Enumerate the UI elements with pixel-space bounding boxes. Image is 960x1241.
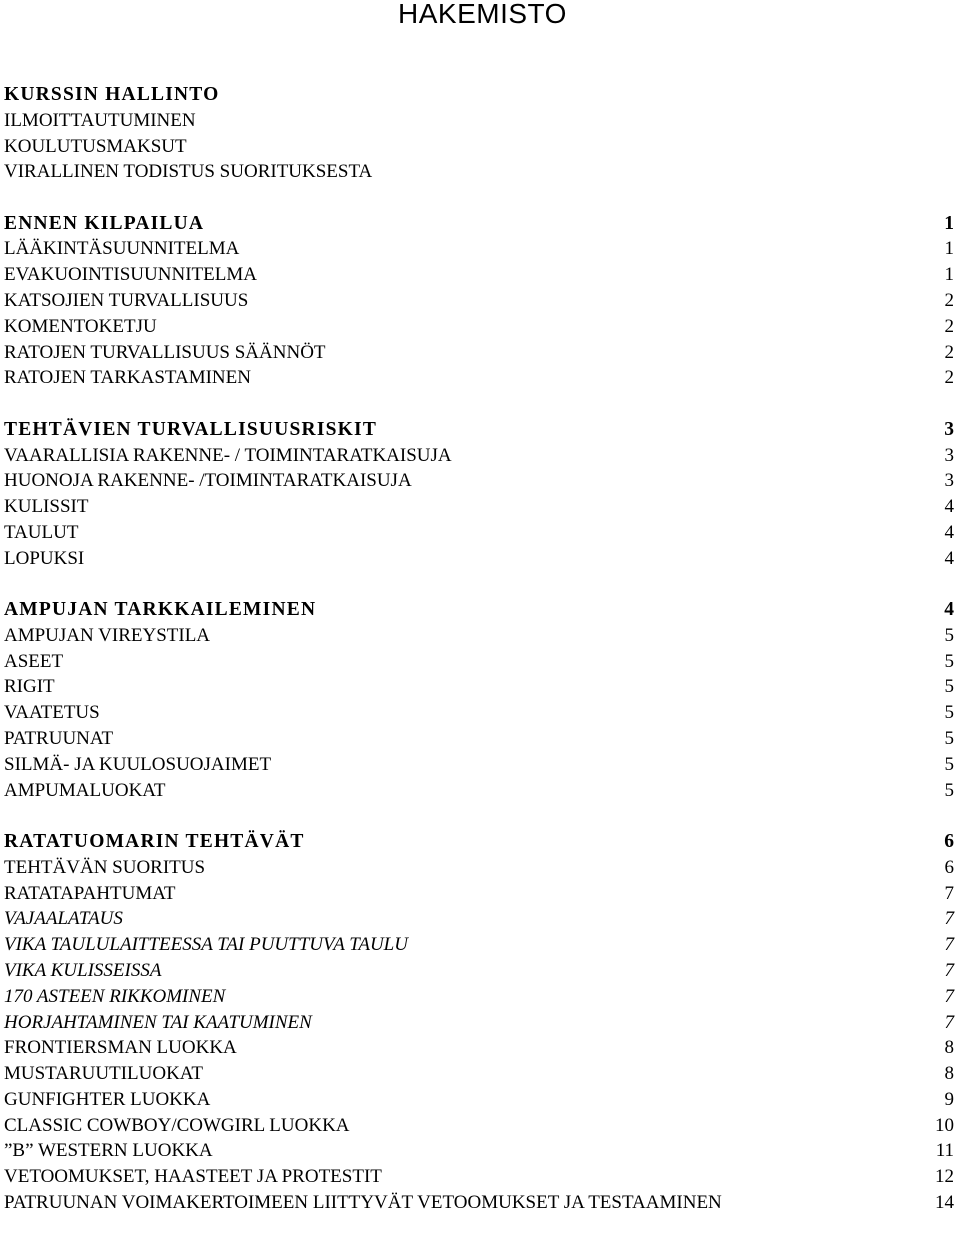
page-number: 7 — [944, 985, 954, 1007]
page-number: 14 — [935, 1192, 954, 1214]
toc-entry — [4, 726, 954, 752]
entry-label: RIGIT — [4, 676, 55, 698]
page-number: 11 — [935, 1140, 954, 1162]
page-number: 5 — [944, 624, 954, 646]
entry-label: RATATAPAHTUMAT — [4, 882, 176, 904]
toc-entry — [4, 1138, 954, 1164]
toc-entry — [4, 546, 954, 572]
entry-label: LÄÄKINTÄSUUNNITELMA — [4, 238, 240, 260]
entry-label: AMPUJAN TARKKAILEMINEN — [4, 599, 317, 621]
page-number: 7 — [944, 908, 954, 930]
page-number: 3 — [944, 470, 954, 492]
page-number: 5 — [944, 728, 954, 750]
toc-entry — [4, 365, 954, 391]
entry-label: HORJAHTAMINEN TAI KAATUMINEN — [4, 1011, 312, 1033]
toc-entry — [4, 674, 954, 700]
page-number: 4 — [944, 496, 954, 518]
page-number: 1 — [944, 212, 954, 234]
page-number: 1 — [944, 264, 954, 286]
page-number: 2 — [944, 315, 954, 337]
toc-entry — [4, 1113, 954, 1139]
page-number: 7 — [944, 1011, 954, 1033]
toc-entry — [4, 494, 954, 520]
entry-label: LOPUKSI — [4, 547, 85, 569]
entry-label: VIRALLINEN TODISTUS SUORITUKSESTA — [4, 161, 373, 183]
toc-entry — [4, 1010, 954, 1036]
page-number: 3 — [944, 418, 954, 440]
page-number: 10 — [935, 1114, 954, 1136]
page-number: 8 — [944, 1063, 954, 1085]
entry-label: ENNEN KILPAILUA — [4, 212, 205, 234]
entry-label: HUONOJA RAKENNE- /TOIMINTARATKAISUJA — [4, 470, 412, 492]
entry-label: AMPUMALUOKAT — [4, 779, 166, 801]
entry-label: VETOOMUKSET, HAASTEET JA PROTESTIT — [4, 1166, 382, 1188]
entry-label: ASEET — [4, 650, 64, 672]
toc-heading — [4, 211, 954, 237]
entry-label: 170 ASTEEN RIKKOMINEN — [4, 985, 226, 1007]
toc-entry — [4, 1035, 954, 1061]
toc-entry — [4, 752, 954, 778]
toc-entry — [4, 1164, 954, 1190]
toc-entry — [4, 520, 954, 546]
entry-label: PATRUUNAT — [4, 728, 114, 750]
toc-entry — [4, 468, 954, 494]
page-number: 6 — [944, 856, 954, 878]
toc-entry — [4, 778, 954, 804]
toc-entry — [4, 443, 954, 469]
page-number: 6 — [944, 830, 954, 852]
toc-entry — [4, 932, 954, 958]
entry-label: CLASSIC COWBOY/COWGIRL LUOKKA — [4, 1114, 350, 1136]
toc-section — [4, 82, 954, 185]
toc-entry — [4, 958, 954, 984]
page-number: 9 — [944, 1088, 954, 1110]
page-number: 3 — [944, 444, 954, 466]
page-number: 7 — [944, 934, 954, 956]
toc-entry — [4, 1061, 954, 1087]
entry-label: MUSTARUUTILUOKAT — [4, 1063, 204, 1085]
entry-label: GUNFIGHTER LUOKKA — [4, 1088, 211, 1110]
page-number: 2 — [944, 367, 954, 389]
toc-heading — [4, 597, 954, 623]
toc-entry — [4, 881, 954, 907]
toc-section — [4, 211, 954, 392]
toc-section — [4, 417, 954, 572]
entry-label: SILMÄ- JA KUULOSUOJAIMET — [4, 753, 272, 775]
entry-label: VAARALLISIA RAKENNE- / TOIMINTARATKAISUJA — [4, 444, 452, 466]
entry-label: KOULUTUSMAKSUT — [4, 135, 187, 157]
entry-label: RATOJEN TARKASTAMINEN — [4, 367, 251, 389]
toc-heading — [4, 829, 954, 855]
toc-section — [4, 597, 954, 803]
entry-label: TEHTÄVÄN SUORITUS — [4, 856, 206, 878]
toc-section — [4, 829, 954, 1216]
page-number: 5 — [944, 650, 954, 672]
toc-entry — [4, 906, 954, 932]
toc-entry — [4, 314, 954, 340]
entry-label: TAULUT — [4, 521, 79, 543]
entry-label: RATATUOMARIN TEHTÄVÄT — [4, 830, 305, 852]
entry-label: EVAKUOINTISUUNNITELMA — [4, 264, 257, 286]
entry-label: VAJAALATAUS — [4, 908, 123, 930]
entry-label: AMPUJAN VIREYSTILA — [4, 624, 211, 646]
page-number: 4 — [944, 599, 954, 621]
toc-entry — [4, 108, 954, 134]
toc-entry — [4, 623, 954, 649]
toc-entry — [4, 984, 954, 1010]
entry-label: KATSOJIEN TURVALLISUUS — [4, 290, 249, 312]
entry-label: RATOJEN TURVALLISUUS SÄÄNNÖT — [4, 341, 326, 363]
toc-entry — [4, 700, 954, 726]
page-number: 1 — [944, 238, 954, 260]
page-number: 2 — [944, 290, 954, 312]
page-number: 2 — [944, 341, 954, 363]
page-number: 8 — [944, 1037, 954, 1059]
page-number: 5 — [944, 702, 954, 724]
entry-label: FRONTIERSMAN LUOKKA — [4, 1037, 237, 1059]
entry-label: ILMOITTAUTUMINEN — [4, 109, 196, 131]
entry-label: KURSSIN HALLINTO — [4, 84, 220, 105]
entry-label: TEHTÄVIEN TURVALLISUUSRISKIT — [4, 418, 378, 440]
toc-entry — [4, 340, 954, 366]
toc-entry — [4, 649, 954, 675]
toc-entry — [4, 1190, 954, 1216]
page-number: 4 — [944, 547, 954, 569]
toc-entry — [4, 288, 954, 314]
entry-label: VIKA KULISSEISSA — [4, 959, 162, 981]
toc-heading — [4, 417, 954, 443]
entry-label: KOMENTOKETJU — [4, 315, 157, 337]
entry-label: ”B” WESTERN LUOKKA — [4, 1140, 213, 1162]
page-number: 7 — [944, 959, 954, 981]
page-number: 5 — [944, 779, 954, 801]
table-of-contents — [4, 82, 954, 1241]
toc-entry — [4, 262, 954, 288]
page-number: 5 — [944, 753, 954, 775]
page-number: 4 — [944, 521, 954, 543]
toc-heading — [4, 82, 954, 108]
toc-entry — [4, 1087, 954, 1113]
page-number: 5 — [944, 676, 954, 698]
toc-entry — [4, 159, 954, 185]
page-number: 7 — [944, 882, 954, 904]
entry-label: VAATETUS — [4, 702, 100, 724]
entry-label: VIKA TAULULAITTEESSA TAI PUUTTUVA TAULU — [4, 934, 408, 956]
entry-label: PATRUUNAN VOIMAKERTOIMEEN LIITTYVÄT VETOOMUKSET JA TESTAAMINEN — [4, 1192, 722, 1214]
page-title: HAKEMISTO — [398, 0, 567, 29]
page-number: 12 — [935, 1166, 954, 1188]
entry-label: KULISSIT — [4, 496, 89, 518]
toc-entry — [4, 236, 954, 262]
toc-entry — [4, 134, 954, 160]
toc-entry — [4, 855, 954, 881]
